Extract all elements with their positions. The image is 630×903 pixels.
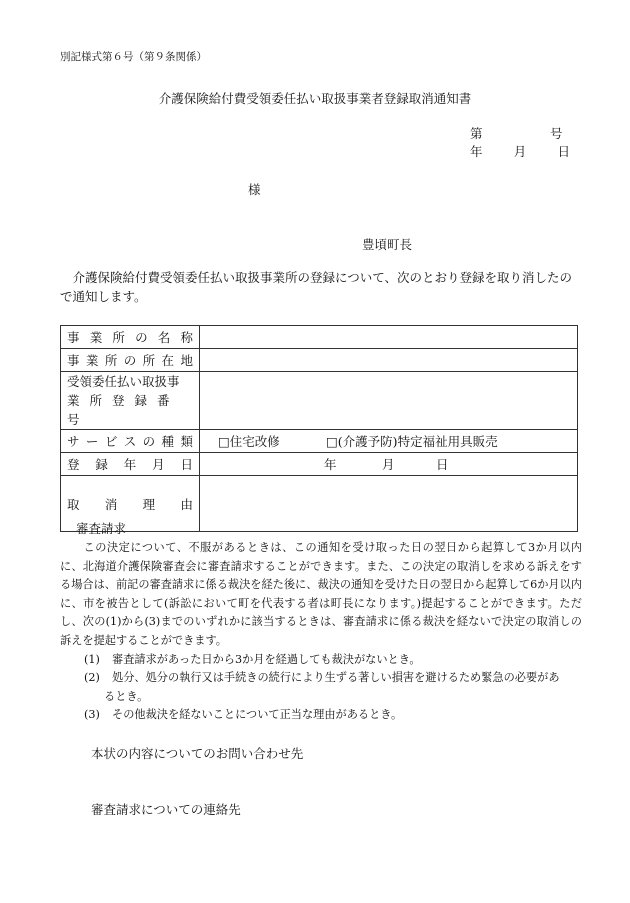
issue-year-unit: 年 — [470, 144, 483, 159]
table-row — [61, 349, 578, 372]
document-number-suffix: 号 — [550, 126, 563, 141]
service-option-welfare-equipment[interactable]: □(介護予防)特定福祉用具販売 — [326, 434, 498, 449]
review-item-1 — [60, 651, 582, 670]
registration-number-value — [200, 372, 578, 430]
office-name-label — [61, 326, 200, 349]
item-text-continued: るとき。 — [104, 689, 149, 703]
service-type-options — [200, 430, 578, 453]
reg-day-unit: 日 — [436, 457, 449, 472]
inquiry-contact-label: 本状の内容についてのお問い合わせ先 — [91, 746, 304, 761]
issue-day-unit: 日 — [557, 144, 570, 159]
item-text: 処分、処分の執行又は手続きの続行により生ずる著しい損害を避けるため緊急の必要があ — [112, 671, 560, 685]
registration-label-line2: 業所登録番号 — [67, 393, 180, 427]
service-type-label — [61, 430, 200, 453]
document-number-prefix: 第 — [470, 126, 483, 141]
addressee-suffix: 様 — [248, 182, 261, 197]
review-item-3 — [60, 706, 582, 725]
table-row — [61, 372, 578, 430]
office-name-label-text: 事 業 所 の 名 称 — [67, 330, 193, 345]
registration-table — [60, 325, 578, 532]
service-type-label-text: サ ー ビ ス の 種 類 — [67, 434, 193, 449]
review-heading: 審査請求 — [76, 521, 127, 536]
cancellation-reason-label-text: 取 消 理 由 — [67, 496, 193, 512]
item-number: (3) — [84, 708, 100, 722]
registration-date-label-text: 登 録 年 月 日 — [67, 457, 193, 472]
registration-date-value — [200, 453, 578, 476]
item-text: その他裁決を経ないことについて正当な理由があるとき。 — [112, 708, 403, 722]
cancellation-reason-value — [200, 476, 578, 532]
notice-body: 介護保険給付費受領委任払い取扱事業所の登録について、次のとおり登録を取り消したので通知します。 — [60, 270, 573, 304]
review-item-2 — [60, 669, 582, 706]
registration-date-label — [61, 453, 200, 476]
office-address-value — [200, 349, 578, 372]
table-row — [61, 453, 578, 476]
review-section — [60, 539, 582, 725]
table-row — [61, 476, 578, 532]
item-number: (1) — [84, 652, 100, 666]
registration-number-label — [61, 372, 200, 430]
office-address-label-text: 事 業 所 の 所 在 地 — [67, 353, 193, 368]
reg-year-unit: 年 — [324, 457, 337, 472]
service-option-home-renovation[interactable]: □住宅改修 — [218, 434, 280, 449]
table-row — [61, 326, 578, 349]
office-address-label — [61, 349, 200, 372]
issue-date — [470, 142, 570, 160]
item-text: 審査請求があった日から3か月を経過しても裁決がないとき。 — [112, 652, 421, 666]
document-title: 介護保険給付費受領委任払い取扱事業者登録取消通知書 — [158, 91, 472, 106]
review-contact-label: 審査請求についての連絡先 — [91, 802, 241, 817]
table-row — [61, 430, 578, 453]
reg-month-unit: 月 — [382, 457, 395, 472]
sender-name: 豊頃町長 — [362, 237, 413, 252]
item-number: (2) — [84, 671, 100, 685]
office-name-value — [200, 326, 578, 349]
registration-label-line1: 受領委任払い取扱事 — [67, 374, 180, 389]
review-paragraph: この決定について、不服があるときは、この通知を受け取った日の翌日から起算して3か月以内に、北海道介護保険審査会に審査請求することができます。また、この決定の取消しを求める訴えをする場合は、前記の審査請求に係る裁決を経た後に、裁決の通知を受けた日の翌日から起算して6か月以内に、市を被告として(訴訟において町を代表する者は町長になります。)提起することができます。ただし、次の(1)から(3)までのいずれかに該当するときは、審査請求に係る裁決を経ないで決定の取消しの訴えを提起することができます。 — [60, 541, 582, 647]
form-reference: 別記様式第６号（第９条関係） — [60, 51, 207, 63]
issue-month-unit: 月 — [513, 144, 527, 159]
